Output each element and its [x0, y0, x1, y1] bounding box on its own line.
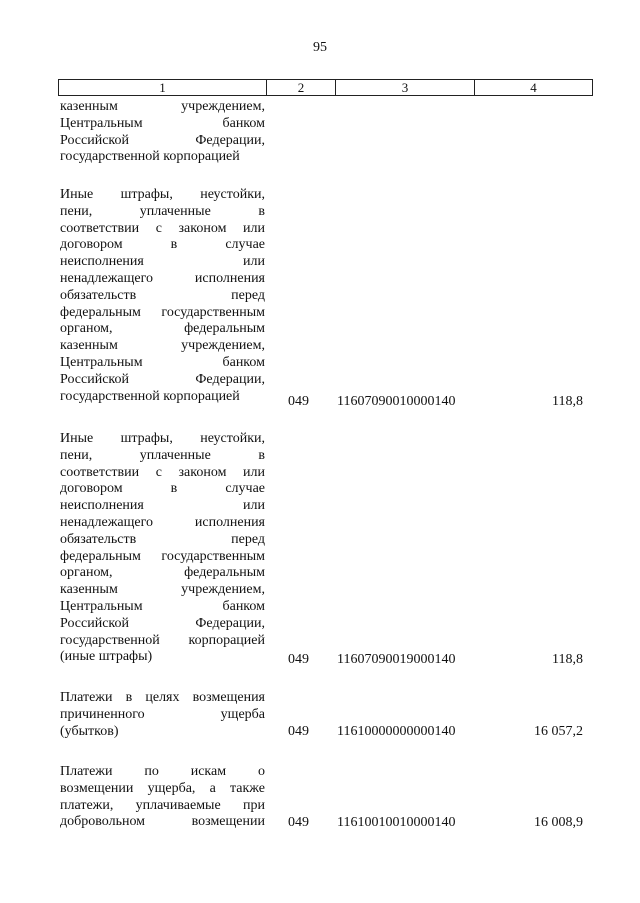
description-line: возмещении ущерба, а также [60, 780, 265, 796]
description-line: договором в случае [60, 481, 265, 497]
row-description [60, 764, 265, 831]
description-line: федеральным государственным [60, 304, 265, 320]
column-header-1: 1 [59, 80, 267, 96]
description-line: Платежи в целях возмещения [60, 690, 265, 705]
description-line: органом, федеральным [60, 321, 265, 337]
description-line: пени, уплаченные в [60, 203, 265, 219]
description-line: Центральным банком [60, 598, 265, 614]
description-line: (убытков) [60, 723, 119, 739]
description-line: соответствии с законом или [60, 464, 265, 480]
column-header-2: 2 [267, 80, 336, 96]
description-line: обязательств перед [60, 531, 265, 547]
budget-code: 11610010010000140 [337, 815, 456, 830]
description-line: Российской Федерации, [60, 132, 265, 148]
budget-code: 11607090019000140 [337, 652, 456, 667]
description-line: органом, федеральным [60, 565, 265, 581]
budget-code: 11610000000000140 [337, 724, 456, 739]
description-line: неисполнения или [60, 498, 265, 514]
description-line: Российской Федерации, [60, 615, 265, 631]
column-header-table [58, 79, 593, 96]
admin-code: 049 [288, 394, 309, 409]
description-line: ненадлежащего исполнения [60, 514, 265, 530]
budget-code: 11607090010000140 [337, 394, 456, 409]
description-line: Центральным банком [60, 354, 265, 370]
column-header-row [59, 80, 593, 96]
description-line: Платежи по искам о [60, 764, 265, 779]
row-description [60, 99, 265, 166]
description-line: договором в случае [60, 237, 265, 253]
row-description [60, 431, 265, 666]
description-line: Центральным банком [60, 115, 265, 131]
row-description [60, 690, 265, 740]
admin-code: 049 [288, 815, 309, 830]
description-line: Иные штрафы, неустойки, [60, 187, 265, 202]
description-line: государственной корпорацией [60, 149, 240, 165]
admin-code: 049 [288, 724, 309, 739]
description-line: платежи, уплачиваемые при [60, 797, 265, 813]
description-line: государственной корпорацией [60, 388, 240, 404]
amount-value: 16 057,2 [534, 724, 583, 739]
column-header-3: 3 [336, 80, 475, 96]
description-line: Иные штрафы, неустойки, [60, 431, 265, 446]
description-line: соответствии с законом или [60, 220, 265, 236]
description-line: пени, уплаченные в [60, 447, 265, 463]
page-number: 95 [313, 40, 327, 55]
description-line: казенным учреждением, [60, 99, 265, 114]
amount-value: 118,8 [552, 394, 583, 409]
description-line: ненадлежащего исполнения [60, 270, 265, 286]
description-line: казенным учреждением, [60, 582, 265, 598]
description-line: государственной корпорацией [60, 632, 265, 648]
column-header-4: 4 [475, 80, 593, 96]
amount-value: 118,8 [552, 652, 583, 667]
description-line: добровольном возмещении [60, 814, 265, 830]
description-line: Российской Федерации, [60, 371, 265, 387]
description-line: казенным учреждением, [60, 338, 265, 354]
description-line: федеральным государственным [60, 548, 265, 564]
description-line: (иные штрафы) [60, 649, 153, 665]
description-line: причиненного ущерба [60, 706, 265, 722]
row-description [60, 187, 265, 405]
description-line: обязательств перед [60, 287, 265, 303]
description-line: неисполнения или [60, 254, 265, 270]
admin-code: 049 [288, 652, 309, 667]
amount-value: 16 008,9 [534, 815, 583, 830]
